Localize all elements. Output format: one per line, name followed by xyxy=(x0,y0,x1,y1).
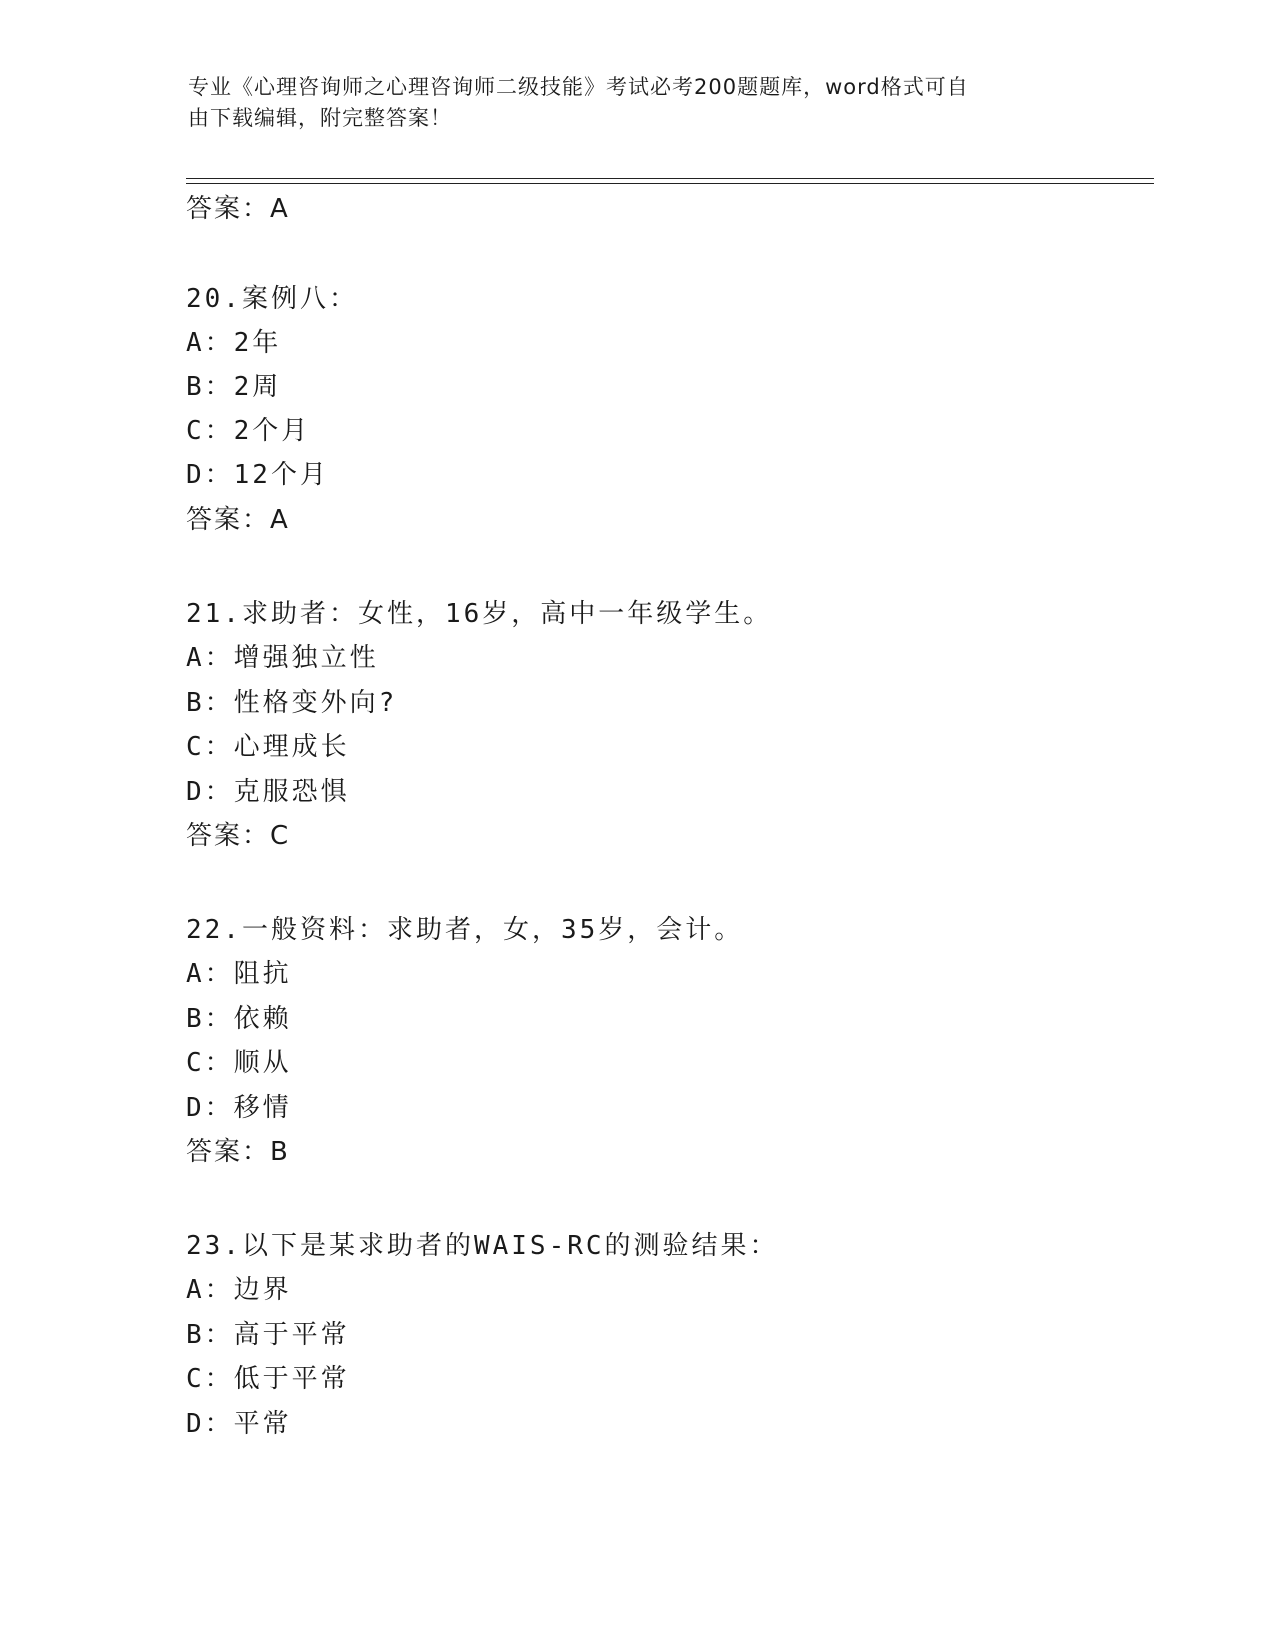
answer-line: 答案：B xyxy=(186,1137,290,1167)
option-b: B：性格变外向? xyxy=(186,688,398,718)
option-c: C：顺从 xyxy=(186,1048,292,1078)
question-stem: 21.求助者：女性，16岁，高中一年级学生。 xyxy=(186,599,773,629)
question-stem: 23.以下是某求助者的WAIS-RC的测验结果： xyxy=(186,1231,779,1261)
option-b: B：2周 xyxy=(186,372,282,402)
question-stem: 22.一般资料：求助者，女，35岁，会计。 xyxy=(186,915,744,945)
header-line-1: 专业《心理咨询师之心理咨询师二级技能》考试必考200题题库，word格式可自 xyxy=(188,75,969,99)
header-divider-top xyxy=(186,178,1154,179)
answer-line: 答案：C xyxy=(186,821,291,851)
option-d: D：移情 xyxy=(186,1093,292,1123)
header-line-2: 由下载编辑，附完整答案！ xyxy=(188,106,452,130)
answer-line: 答案：A xyxy=(186,194,290,224)
option-c: C：低于平常 xyxy=(186,1364,350,1394)
option-c: C：2个月 xyxy=(186,416,311,446)
option-a: A：2年 xyxy=(186,328,282,358)
option-a: A：边界 xyxy=(186,1275,292,1305)
header-divider-bottom xyxy=(186,183,1154,184)
option-d: D：12个月 xyxy=(186,460,329,490)
option-d: D：克服恐惧 xyxy=(186,777,350,807)
option-d: D：平常 xyxy=(186,1409,292,1439)
option-b: B：依赖 xyxy=(186,1004,292,1034)
option-b: B：高于平常 xyxy=(186,1320,350,1350)
answer-line: 答案：A xyxy=(186,505,290,535)
document-header xyxy=(188,72,1088,134)
question-stem: 20.案例八： xyxy=(186,284,358,314)
option-c: C：心理成长 xyxy=(186,732,350,762)
option-a: A：阻抗 xyxy=(186,959,292,989)
option-a: A：增强独立性 xyxy=(186,643,379,673)
